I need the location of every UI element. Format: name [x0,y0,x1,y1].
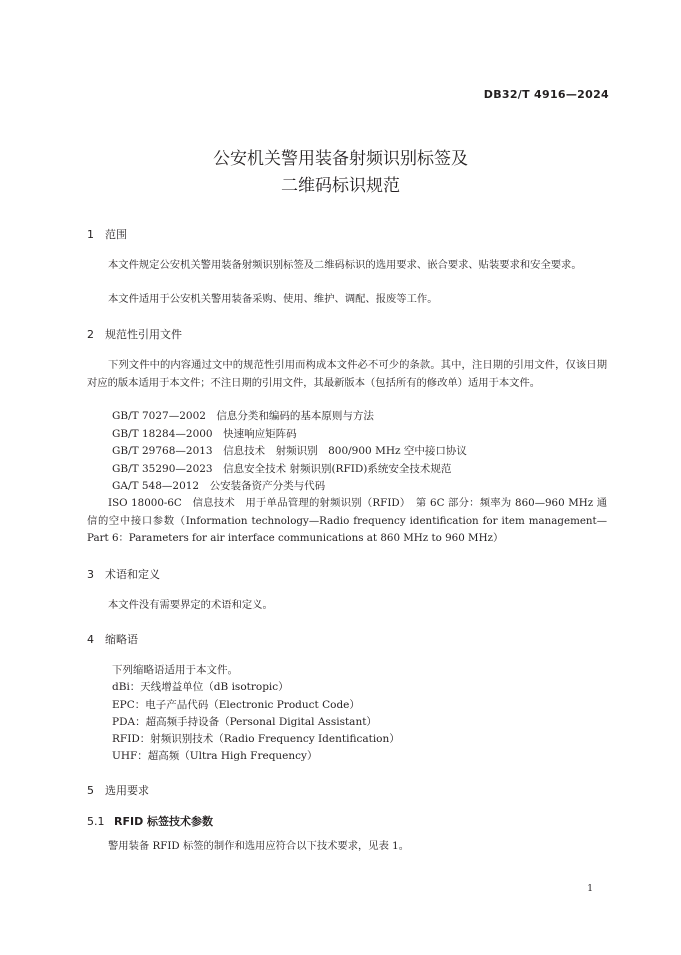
document-title [0,146,681,200]
section-title: 规范性引用文件 [105,328,182,341]
section-1-paragraph-1: 本文件规定公安机关警用装备射频识别标签及二维码标识的选用要求、嵌合要求、贴装要求和安全要求。 [108,259,582,271]
section-title: 术语和定义 [105,568,160,581]
abbreviation-item: RFID：射频识别技术（Radio Frequency Identification） [112,733,400,745]
section-title: 缩略语 [105,633,138,646]
reference-item: GB/T 29768—2013 信息技术 射频识别 800/900 MHz 空中接口协议 [112,445,467,457]
title-line-1: 公安机关警用装备射频识别标签及 [213,149,468,169]
section-number: 5 [87,784,94,797]
section-3-paragraph-1: 本文件没有需要界定的术语和定义。 [108,599,273,611]
abbreviation-item: EPC：电子产品代码（Electronic Product Code） [112,699,360,711]
title-line-2: 二维码标识规范 [281,176,400,196]
reference-item: GB/T 35290—2023 信息安全技术 射频识别(RFID)系统安全技术规范 [112,463,452,475]
abbreviation-item: dBi：天线增益单位（dB isotropic） [112,681,289,693]
standard-code: DB32/T 4916—2024 [483,88,609,101]
subsection-title: RFID 标签技术参数 [114,815,214,828]
section-4-heading [87,631,138,647]
section-number: 3 [87,568,94,581]
section-2-intro: 下列文件中的内容通过文中的规范性引用而构成本文件必不可少的条款。其中，注日期的引用文件，仅该日期对应的版本适用于本文件；不注日期的引用文件，其最新版本（包括所有的修改单）适用于本文件。 [87,359,607,389]
section-number: 2 [87,328,94,341]
abbreviation-item: UHF：超高频（Ultra High Frequency） [112,750,318,762]
section-number: 1 [87,228,94,241]
section-1-heading [87,226,127,242]
section-title: 选用要求 [105,784,149,797]
page-number: 1 [587,884,593,894]
section-5-heading [87,782,149,798]
reference-item: GB/T 18284—2000 快速响应矩阵码 [112,428,297,440]
abbreviation-item: PDA：超高频手持设备（Personal Digital Assistant） [112,716,377,728]
section-1-paragraph-2: 本文件适用于公安机关警用装备采购、使用、维护、调配、报废等工作。 [108,293,438,305]
reference-item-iso: ISO 18000-6C 信息技术 用于单品管理的射频识别（RFID） 第 6C 部分：频率为 860—960 MHz 通信的空中接口参数（Information technology—Radio frequency identification for item management—Part 6：Parameters for air interface communications at 860 MHz to 960 MHz） [87,497,607,544]
subsection-5-1-paragraph: 警用装备 RFID 标签的制作和选用应符合以下技术要求，见表 1。 [108,840,410,852]
section-3-heading [87,566,160,582]
subsection-number: 5.1 [87,815,105,828]
section-number: 4 [87,633,94,646]
section-title: 范围 [105,228,127,241]
reference-item: GB/T 7027—2002 信息分类和编码的基本原则与方法 [112,410,374,422]
section-2-heading [87,326,182,342]
subsection-5-1-heading [87,813,213,829]
abbreviation-intro: 下列缩略语适用于本文件。 [112,664,238,676]
reference-item: GA/T 548—2012 公安装备资产分类与代码 [112,480,326,492]
